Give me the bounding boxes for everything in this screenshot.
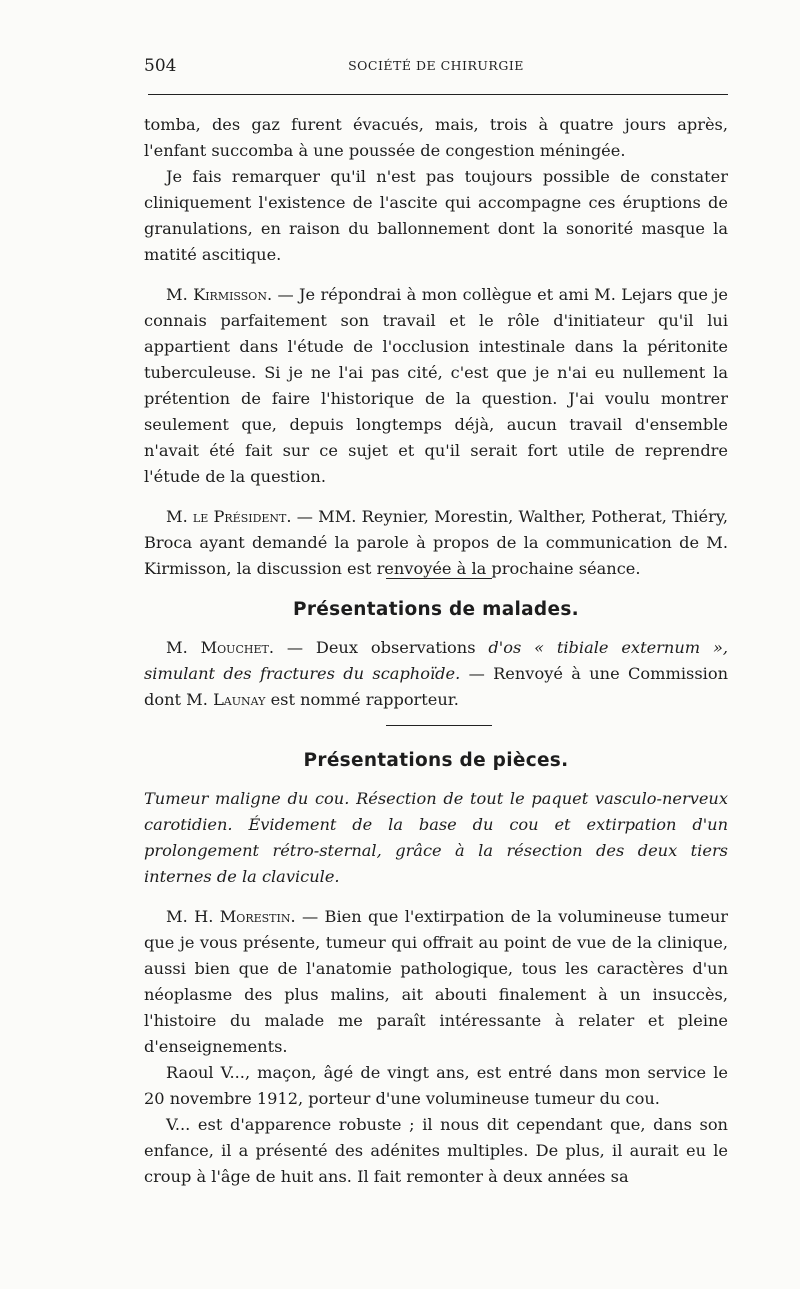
- mouchet-text-c: — Renvoyé à une Commission dont M.: [144, 664, 728, 709]
- subject-title: Tumeur maligne du cou. Résection de tout le paquet vasculo-nerveux carotidien. Évidement de la base du cou et extirpation d'un prolongement rétro-sternal, grâce à la résection des deux tiers internes de la clavicule.: [144, 789, 728, 886]
- morestin-text: — Bien que l'extirpation de la volumineuse tumeur que je vous présente, tumeur qui offrait au point de vue de la clinique, aussi bien que de l'anatomie pathologique, tous les caractères d'un néoplasme des plus malins, ait abouti finalement à un insuccès, l'histoire du malade me paraît intéressante à relater et pleine d'enseignements.: [144, 907, 728, 1056]
- mouchet-text-a: — Deux observations: [273, 638, 489, 657]
- kirmisson-text: — Je répondrai à mon collègue et ami M. Lejars que je connais parfaitement son travail et le rôle d'initiateur qu'il lui appartient dans l'étude de l'occlusion intestinale dans la péritonite tuberculeuse. Si je ne l'ai pas cité, c'est que je n'ai eu nullement la prétention de faire l'historique de la question. J'ai voulu montrer seulement que, depuis longtemps déjà, aucun travail d'ensemble n'avait été fait sur ce sujet et qu'il serait fort utile de reprendre l'étude de la question.: [144, 285, 728, 486]
- paragraph-continuation: tomba, des gaz furent évacués, mais, trois à quatre jours après, l'enfant succomba à une poussée de congestion méningée.: [144, 115, 728, 160]
- paragraph-morestin: [144, 904, 728, 1060]
- speaker-mouchet: M. Mouchet.: [166, 638, 274, 657]
- rapporteur-name: Launay: [213, 690, 266, 709]
- separator-rule: [386, 725, 492, 726]
- paragraph-president: [144, 504, 728, 582]
- running-title: SOCIÉTÉ DE CHIRURGIE: [348, 58, 524, 73]
- paragraph-raoul: Raoul V..., maçon, âgé de vingt ans, est entré dans mon service le 20 novembre 1912, porteur d'une volumineuse tumeur du cou.: [144, 1063, 728, 1108]
- paragraph-kirmisson: [144, 282, 728, 490]
- body-text: [144, 112, 728, 1190]
- mouchet-text-d: est nommé rapporteur.: [265, 690, 459, 709]
- page-number: 504: [144, 56, 177, 76]
- paragraph-description: V... est d'apparence robuste ; il nous dit cependant que, dans son enfance, il a présenté des adénites multiples. De plus, il aurait eu le croup à l'âge de huit ans. Il fait remonter à deux années sa: [144, 1115, 728, 1186]
- president-text: — MM. Reynier, Morestin, Walther, Potherat, Thiéry, Broca ayant demandé la parole à propos de la communication de M. Kirmisson, la discussion est renvoyée à la prochaine séance.: [144, 507, 728, 578]
- speaker-morestin: M. H. Morestin.: [166, 907, 296, 926]
- speaker-president: M. le Président.: [166, 507, 292, 526]
- mouchet-title: d'os « tibiale externum », simulant des fractures du scaphoïde.: [144, 638, 728, 683]
- section-heading-pieces: Présentations de pièces.: [303, 750, 569, 771]
- speaker-kirmisson: M. Kirmisson.: [166, 285, 273, 304]
- page-header: [144, 56, 728, 80]
- paragraph-ascite: Je fais remarquer qu'il n'est pas toujours possible de constater cliniquement l'existence de l'ascite qui accompagne ces éruptions de granulations, en raison du ballonnement dont la sonorité masque la matité ascitique.: [144, 167, 728, 264]
- paragraph-mouchet: [144, 635, 728, 713]
- section-heading-malades: Présentations de malades.: [293, 599, 579, 620]
- header-rule: [148, 94, 728, 95]
